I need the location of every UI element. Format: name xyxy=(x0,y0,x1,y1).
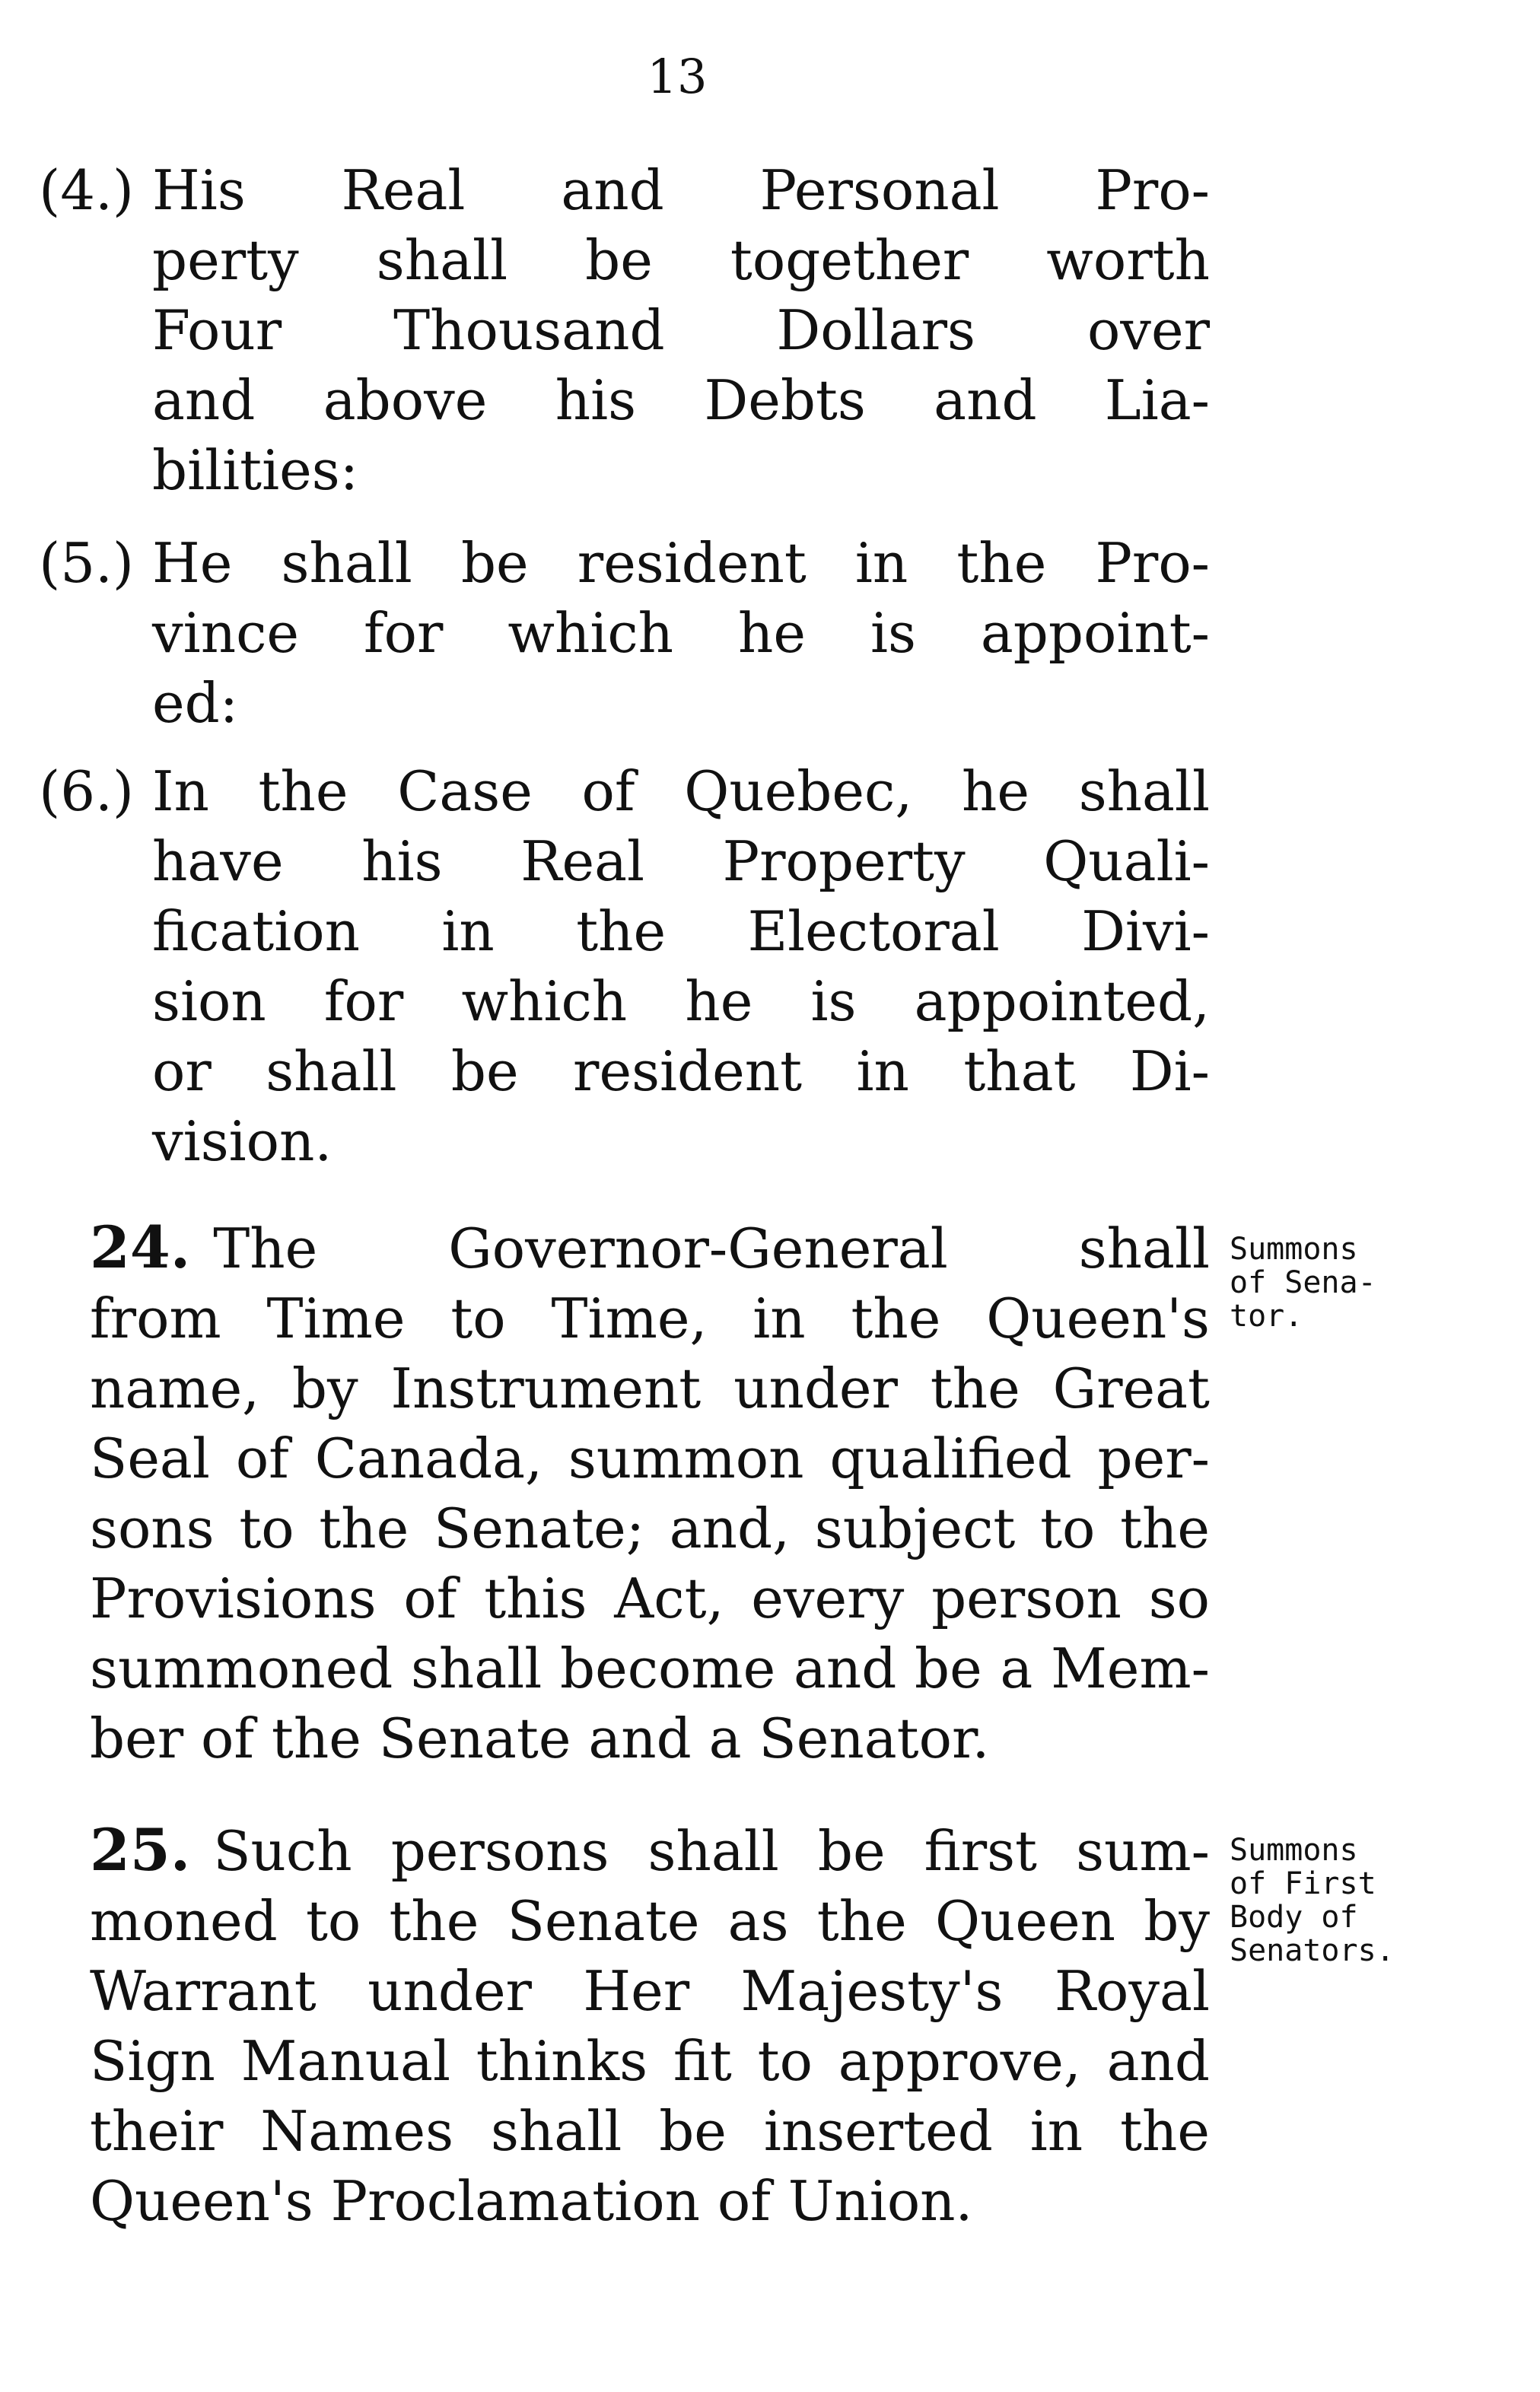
section-line: moned to the Senate as the Queen by xyxy=(90,1889,1210,1953)
section-number: 24. xyxy=(90,1213,191,1281)
clause-line: He shall be resident in the Pro- xyxy=(152,531,1210,595)
margin-note-line: Body of xyxy=(1230,1900,1358,1935)
section-line xyxy=(90,1815,1210,1886)
clause-line: and above his Debts and Lia- xyxy=(152,368,1210,432)
section-line: from Time to Time, in the Queen's xyxy=(90,1287,1210,1350)
page-number: 13 xyxy=(647,49,708,104)
margin-note-line: Summons xyxy=(1230,1833,1358,1868)
clause-line: vince for which he is appoint- xyxy=(152,601,1210,665)
clause-line: In the Case of Quebec, he shall xyxy=(152,759,1210,823)
margin-note-line: tor. xyxy=(1230,1299,1303,1334)
margin-note-summons-of-senator xyxy=(1230,1233,1443,1333)
section-line: ber of the Senate and a Senator. xyxy=(90,1707,990,1770)
clause-4 xyxy=(39,155,1210,505)
clause-line: ed: xyxy=(152,671,238,735)
clause-6 xyxy=(39,756,1210,1176)
section-first-line-text: Such persons shall be first sum- xyxy=(213,1819,1210,1883)
clause-5 xyxy=(39,528,1210,738)
margin-note-line: Summons xyxy=(1230,1232,1358,1267)
clause-line: vision. xyxy=(152,1109,332,1173)
clause-line: or shall be resident in that Di- xyxy=(152,1039,1210,1103)
clause-line: have his Real Property Quali- xyxy=(152,829,1210,893)
clause-line: Four Thousand Dollars over xyxy=(152,298,1210,362)
margin-note-summons-of-first-body xyxy=(1230,1834,1443,1967)
section-line: Warrant under Her Majesty's Royal xyxy=(90,1959,1210,2023)
section-line: sons to the Senate; and, subject to the xyxy=(90,1497,1210,1560)
clause-number: (5.) xyxy=(39,531,134,595)
margin-note-line: of Sena- xyxy=(1230,1265,1376,1300)
section-first-line-text: The Governor-General shall xyxy=(213,1217,1210,1280)
clause-line: sion for which he is appointed, xyxy=(152,969,1210,1033)
section-line: summoned shall become and be a Mem- xyxy=(90,1637,1210,1700)
section-24 xyxy=(90,1213,1210,1773)
clause-line: fication in the Electoral Divi- xyxy=(152,899,1210,963)
section-line: name, by Instrument under the Great xyxy=(90,1357,1210,1420)
section-line: Provisions of this Act, every person so xyxy=(90,1567,1210,1630)
clause-number: (6.) xyxy=(39,759,134,823)
section-line: Sign Manual thinks fit to approve, and xyxy=(90,2029,1210,2093)
section-line: their Names shall be inserted in the xyxy=(90,2099,1210,2163)
section-number: 25. xyxy=(90,1816,191,1884)
clause-line: perty shall be together worth xyxy=(152,228,1210,292)
clause-number: (4.) xyxy=(39,158,134,222)
section-25 xyxy=(90,1815,1210,2236)
section-line: Seal of Canada, summon qualified per- xyxy=(90,1427,1210,1490)
clause-line: bilities: xyxy=(152,438,358,502)
margin-note-line: of First xyxy=(1230,1866,1376,1901)
section-line: Queen's Proclamation of Union. xyxy=(90,2169,973,2233)
clause-line: His Real and Personal Pro- xyxy=(152,158,1210,222)
section-line xyxy=(90,1213,1210,1283)
margin-note-line: Senators. xyxy=(1230,1933,1395,1968)
